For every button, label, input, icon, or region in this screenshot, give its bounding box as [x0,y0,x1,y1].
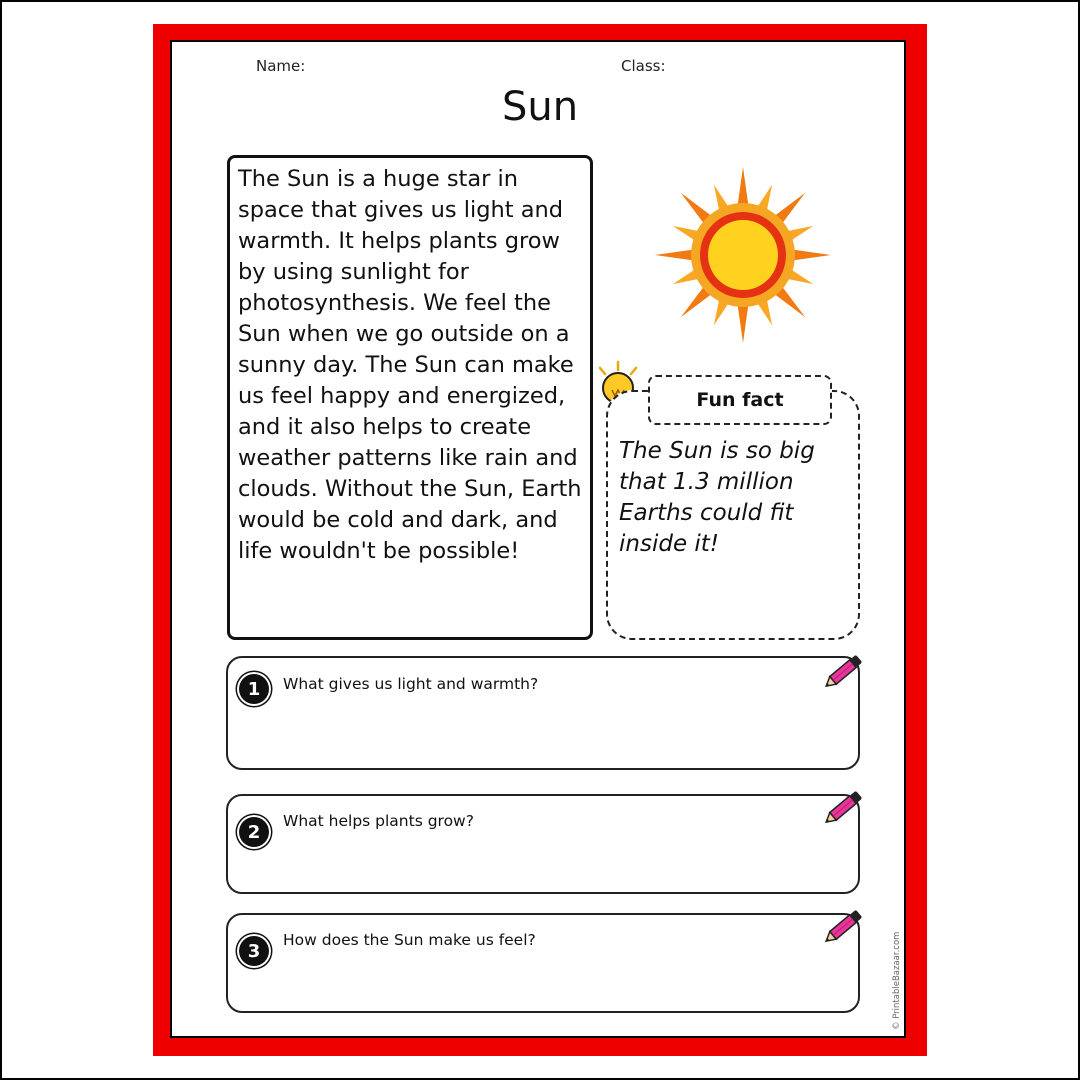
question-3-text: How does the Sun make us feel? [283,931,536,949]
copyright-text: © PrintableBazaar.com [892,931,902,1030]
question-2-answer-box[interactable] [226,794,860,894]
fun-fact-label: Fun fact [648,375,832,425]
question-3-answer-box[interactable] [226,913,860,1013]
reading-passage-text: The Sun is a huge star in space that gives us light and warmth. It helps plants grow by using sunlight for photosynthesis. We feel the Sun when we go outside on a sunny day. The Sun can make us feel happy and energized, and it also helps to create weather patterns like rain and clouds. Without the Sun, Earth would be cold and dark, and life wouldn't be possible! [238,166,582,564]
pencil-icon [818,783,868,833]
question-1-text: What gives us light and warmth? [283,675,539,693]
question-2-text: What helps plants grow? [283,812,474,830]
class-label: Class: [621,57,666,75]
fun-fact-text: The Sun is so big that 1.3 million Earths could fit inside it! [619,438,815,557]
page-title: Sun [501,84,579,130]
sun-core [708,220,778,290]
question-1-answer-box[interactable] [226,656,860,770]
question-2-number: 2 [239,817,269,847]
pencil-icon [818,647,868,697]
sun-icon [648,160,838,350]
question-1-number: 1 [239,674,269,704]
pencil-icon [818,902,868,952]
name-label: Name: [256,57,306,75]
question-3-number: 3 [239,936,269,966]
